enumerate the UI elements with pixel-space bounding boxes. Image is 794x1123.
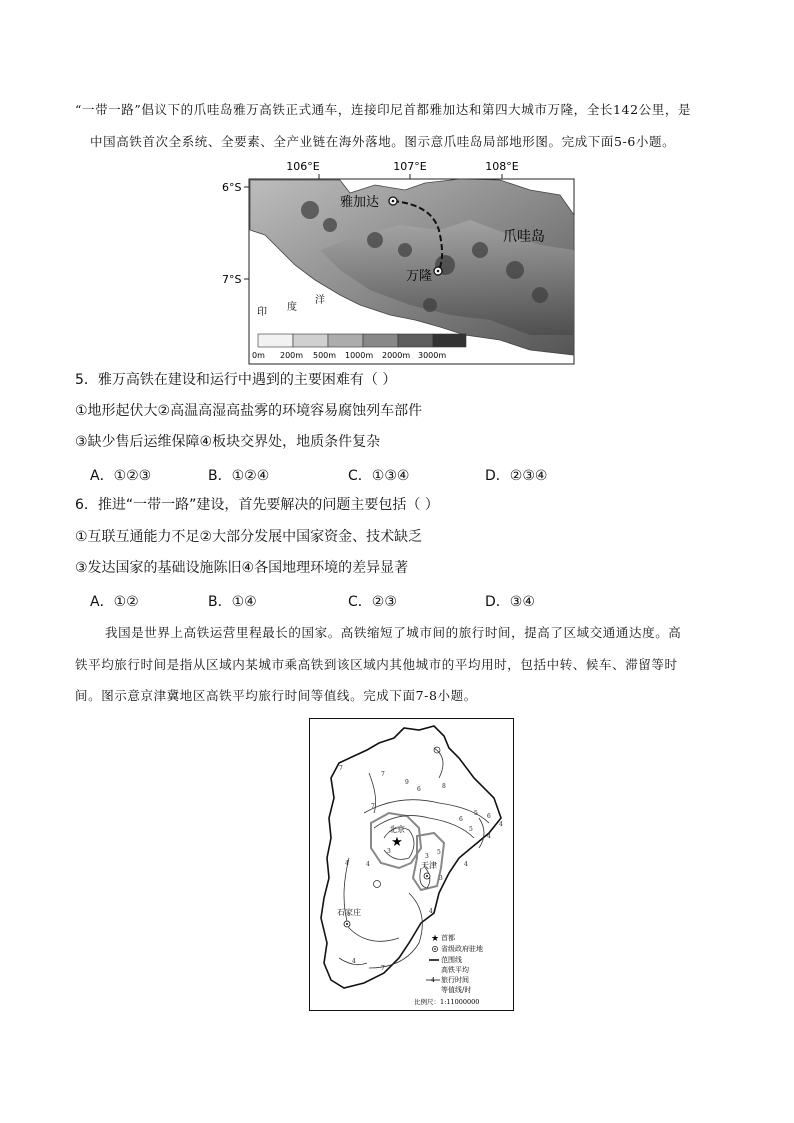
contour-label: 7 — [381, 771, 385, 778]
city-beijing: 北京 — [389, 825, 405, 834]
q6-option-d[interactable]: D．③④ — [485, 594, 535, 610]
lon-108: 108°E — [485, 160, 519, 173]
contour-label: 4 — [345, 860, 349, 867]
contour-label: 3 — [439, 875, 443, 882]
contour-label: 6 — [487, 813, 491, 820]
legend-contour-line3: 等值线/时 — [441, 986, 472, 994]
contour-label: 7 — [371, 803, 375, 810]
contour-label: 7 — [381, 965, 385, 972]
contour-label: 7 — [339, 765, 343, 772]
map2-scale: 比例尺：1:11000000 — [414, 998, 480, 1006]
jingjinji-contour-map — [309, 718, 514, 1011]
lat-7: 7°S — [222, 273, 242, 286]
contour-label: 5 — [474, 810, 478, 817]
contour-label: 4 — [429, 908, 433, 915]
elevation-legend — [252, 334, 466, 360]
contour-label: 4 — [487, 833, 491, 840]
contour-label: 6 — [417, 786, 421, 793]
q6-statements-2: ③发达国家的基础设施陈旧④各国地理环境的差异显著 — [75, 560, 409, 576]
svg-text:4: 4 — [431, 977, 435, 984]
legend-500m: 500m — [313, 351, 337, 360]
svg-text:★: ★ — [431, 934, 440, 944]
q5-stem: 5．雅万高铁在建设和运行中遇到的主要困难有（ ） — [75, 372, 397, 388]
q6-option-b[interactable]: B．①④ — [208, 594, 257, 610]
legend-0m: 0m — [252, 351, 265, 360]
legend-3000m: 3000m — [418, 351, 447, 360]
q5-statements-1: ①地形起伏大②高温高湿高盐雾的环境容易腐蚀列车部件 — [75, 403, 423, 419]
q6-option-c[interactable]: C．②③ — [348, 594, 397, 610]
legend-boundary: 范围线 — [441, 956, 462, 964]
city-shijiazhuang: 石家庄 — [337, 908, 361, 917]
contour-label: 6 — [459, 816, 463, 823]
legend-2000m: 2000m — [382, 351, 411, 360]
java-terrain-map — [200, 155, 590, 370]
capital-star-icon: ★ — [391, 835, 403, 850]
city-bandung: 万隆 — [406, 269, 433, 284]
q5-option-c[interactable]: C．①③④ — [348, 468, 410, 484]
city-tianjin: 天津 — [421, 861, 437, 870]
contour-label: 4 — [366, 861, 370, 868]
legend-capital: 首都 — [441, 934, 455, 942]
q6-statements-1: ①互联互通能力不足②大部分发展中国家资金、技术缺乏 — [75, 529, 423, 545]
contour-label: 8 — [442, 783, 446, 790]
intro-line-2: 中国高铁首次全系统、全要素、全产业链在海外落地。图示意爪哇岛局部地形图。完成下面5-6小题。 — [90, 134, 676, 149]
legend-contour-line1: 高铁平均 — [441, 966, 469, 974]
contour-label: 9 — [405, 779, 409, 786]
legend-200m: 200m — [280, 351, 304, 360]
contour-label: 4 — [352, 958, 356, 965]
ocean-char-2: 度 — [287, 302, 297, 313]
legend-contour-line2: 旅行时间 — [441, 976, 469, 984]
q5-option-b[interactable]: B．①②④ — [208, 468, 270, 484]
contour-label: 5 — [469, 826, 473, 833]
city-jakarta: 雅加达 — [340, 195, 380, 210]
intro2-line-3: 间。图示意京津冀地区高铁平均旅行时间等值线。完成下面7-8小题。 — [75, 688, 477, 703]
contour-label: 4 — [499, 821, 503, 828]
q6-stem: 6．推进“一带一路”建设，首先要解决的问题主要包括（ ） — [75, 497, 439, 513]
ocean-char-3: 洋 — [315, 295, 325, 306]
lat-6: 6°S — [222, 181, 242, 194]
intro-line-1: “一带一路”倡议下的爪哇岛雅万高铁正式通车，连接印尼首都雅加达和第四大城市万隆，全长142公里，是 — [75, 102, 692, 117]
contour-label: 3 — [425, 853, 429, 860]
q5-statements-2: ③缺少售后运维保障④板块交界处，地质条件复杂 — [75, 434, 381, 450]
ocean-char-1: 印 — [257, 307, 267, 318]
lon-106: 106°E — [286, 160, 320, 173]
q5-option-d[interactable]: D．②③④ — [485, 468, 548, 484]
contour-label: 4 — [464, 861, 468, 868]
island-label: 爪哇岛 — [503, 229, 545, 245]
contour-label: 5 — [437, 849, 441, 856]
intro2-line-2: 铁平均旅行时间是指从区域内某城市乘高铁到该区域内其他城市的平均用时，包括中转、候车、滞留等时 — [75, 657, 678, 672]
legend-1000m: 1000m — [345, 351, 374, 360]
contour-label: 3 — [387, 848, 391, 855]
lon-107: 107°E — [393, 160, 427, 173]
legend-provincial-seat: 省级政府驻地 — [441, 945, 483, 953]
q5-option-a[interactable]: A．①②③ — [90, 468, 152, 484]
intro2-line-1: 我国是世界上高铁运营里程最长的国家。高铁缩短了城市间的旅行时间，提高了区域交通通达度。高 — [105, 625, 682, 640]
q6-option-a[interactable]: A．①② — [90, 594, 139, 610]
